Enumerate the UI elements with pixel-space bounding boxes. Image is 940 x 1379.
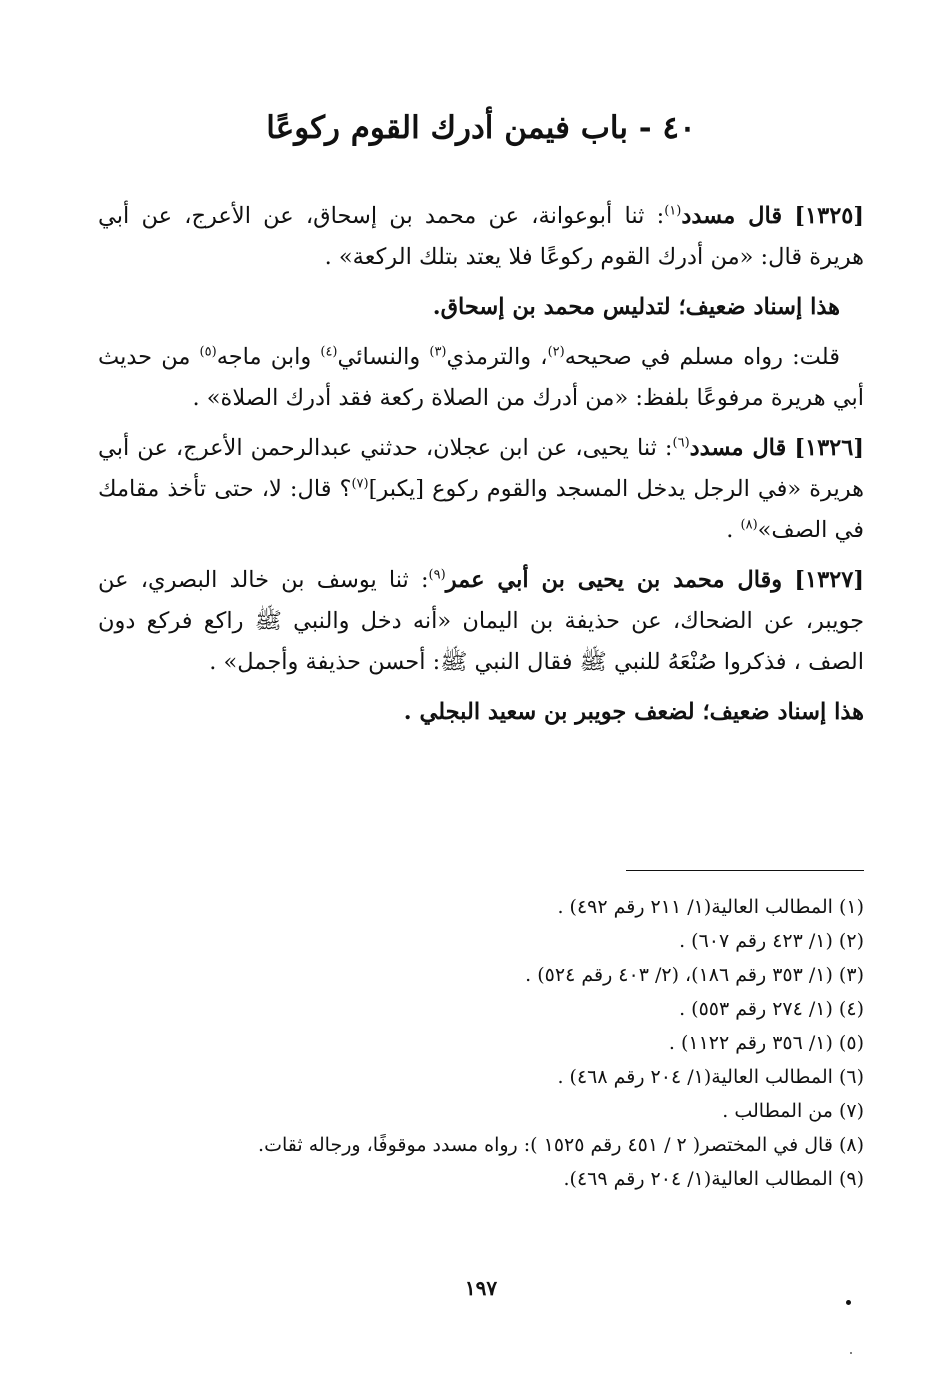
- comment-text: والنسائي: [337, 344, 430, 370]
- comment-text: ، والترمذي: [446, 344, 548, 370]
- footnote-item: (٤) (١/ ٢٧٤ رقم ٥٥٣) .: [679, 998, 864, 1020]
- ruling-1325: [98, 287, 864, 328]
- print-speck: [846, 1300, 851, 1305]
- hadith-1325: [98, 196, 864, 278]
- book-page: [98, 0, 864, 1379]
- footnotes: [98, 890, 864, 1196]
- hadith-text: .: [726, 517, 741, 543]
- footnote-item: (١) المطالب العالية(١/ ٢١١ رقم ٤٩٢) .: [557, 896, 864, 918]
- hadith-text: : ثنا أبوعوانة، عن محمد بن إسحاق، عن الأعرج، عن أبي هريرة قال: «من أدرك القوم ركوعًا فلا يعتد بتلك الركعة» .: [98, 203, 864, 270]
- narrator: قال مسدد: [681, 203, 783, 229]
- footnote-item: (٢) (١/ ٤٢٣ رقم ٦٠٧) .: [679, 930, 864, 952]
- footnote-ref[interactable]: (٤): [320, 344, 338, 360]
- narrator: قال مسدد: [689, 435, 787, 461]
- hadith-number: [١٣٢٥]: [794, 203, 865, 229]
- footnote-item: (٨) قال في المختصر( ٢ / ٤٥١ رقم ١٥٢٥ ): رواه مسدد موقوفًا، ورجاله ثقات.: [258, 1134, 864, 1156]
- hadith-text: : ثنا يحيى، عن ابن عجلان، حدثني عبدالرحمن الأعرج، عن أبي هريرة «في الرجل يدخل المسجد والقوم ركوع [يكبر]: [98, 435, 864, 502]
- footnote-ref[interactable]: (٧): [351, 476, 369, 492]
- chapter-title: ٤٠ - باب فيمن أدرك القوم ركوعًا: [266, 110, 696, 146]
- hadith-1326: [98, 428, 864, 551]
- hadith-text: : ثنا يوسف بن خالد البصري، عن جويبر، عن الضحاك، عن حذيفة بن اليمان «أنه دخل والنبي ﷺ راكع فركع دون الصف ، فذكروا صُنْعَهُ للنبي ﷺ فقال النبي ﷺ: أحسن حذيفة وأجمل» .: [98, 567, 864, 675]
- comment-text: قلت: رواه مسلم في صحيحه: [564, 344, 840, 370]
- hadith-number: [١٣٢٧]: [794, 567, 865, 593]
- page-number: ١٩٧: [464, 1276, 498, 1300]
- footnote-ref[interactable]: (١): [664, 203, 682, 219]
- ruling-text: هذا إسناد ضعيف؛ لضعف جويبر بن سعيد البجلي .: [403, 699, 864, 725]
- comment-text: وابن ماجه: [216, 344, 321, 370]
- hadith-number: [١٣٢٦]: [794, 435, 864, 461]
- footnote-item: (٥) (١/ ٣٥٦ رقم ١١٢٢) .: [668, 1032, 864, 1054]
- main-text: [98, 196, 864, 742]
- footnote-divider: [626, 870, 864, 871]
- footnote-ref[interactable]: (٥): [199, 344, 217, 360]
- footnote-ref[interactable]: (٣): [429, 344, 447, 360]
- comment-qult: [98, 337, 864, 419]
- print-speck: [850, 1352, 852, 1354]
- comment-text: من حديث أبي هريرة مرفوعًا بلفظ: «من أدرك من الصلاة ركعة فقد أدرك الصلاة» .: [98, 344, 864, 411]
- ruling-1327: [98, 692, 864, 733]
- footnote-item: (٣) (١/ ٣٥٣ رقم ١٨٦)، (٢/ ٤٠٣ رقم ٥٢٤) .: [525, 964, 864, 986]
- footnote-ref[interactable]: (٨): [740, 517, 758, 533]
- footnote-item: (٧) من المطالب .: [722, 1100, 864, 1122]
- footnote-ref[interactable]: (٢): [547, 344, 565, 360]
- hadith-text: ؟ قال: لا، حتى تأخذ مقامك في الصف»: [98, 476, 864, 543]
- ruling-text: هذا إسناد ضعيف؛ لتدليس محمد بن إسحاق.: [432, 294, 840, 320]
- footnote-ref[interactable]: (٦): [672, 435, 690, 451]
- footnote-item: (٩) المطالب العالية(١/ ٢٠٤ رقم ٤٦٩).: [563, 1168, 864, 1190]
- footnote-ref[interactable]: (٩): [428, 567, 446, 583]
- footnote-item: (٦) المطالب العالية(١/ ٢٠٤ رقم ٤٦٨) .: [557, 1066, 864, 1088]
- narrator: وقال محمد بن يحيى بن أبي عمر: [445, 567, 783, 593]
- hadith-1327: [98, 560, 864, 683]
